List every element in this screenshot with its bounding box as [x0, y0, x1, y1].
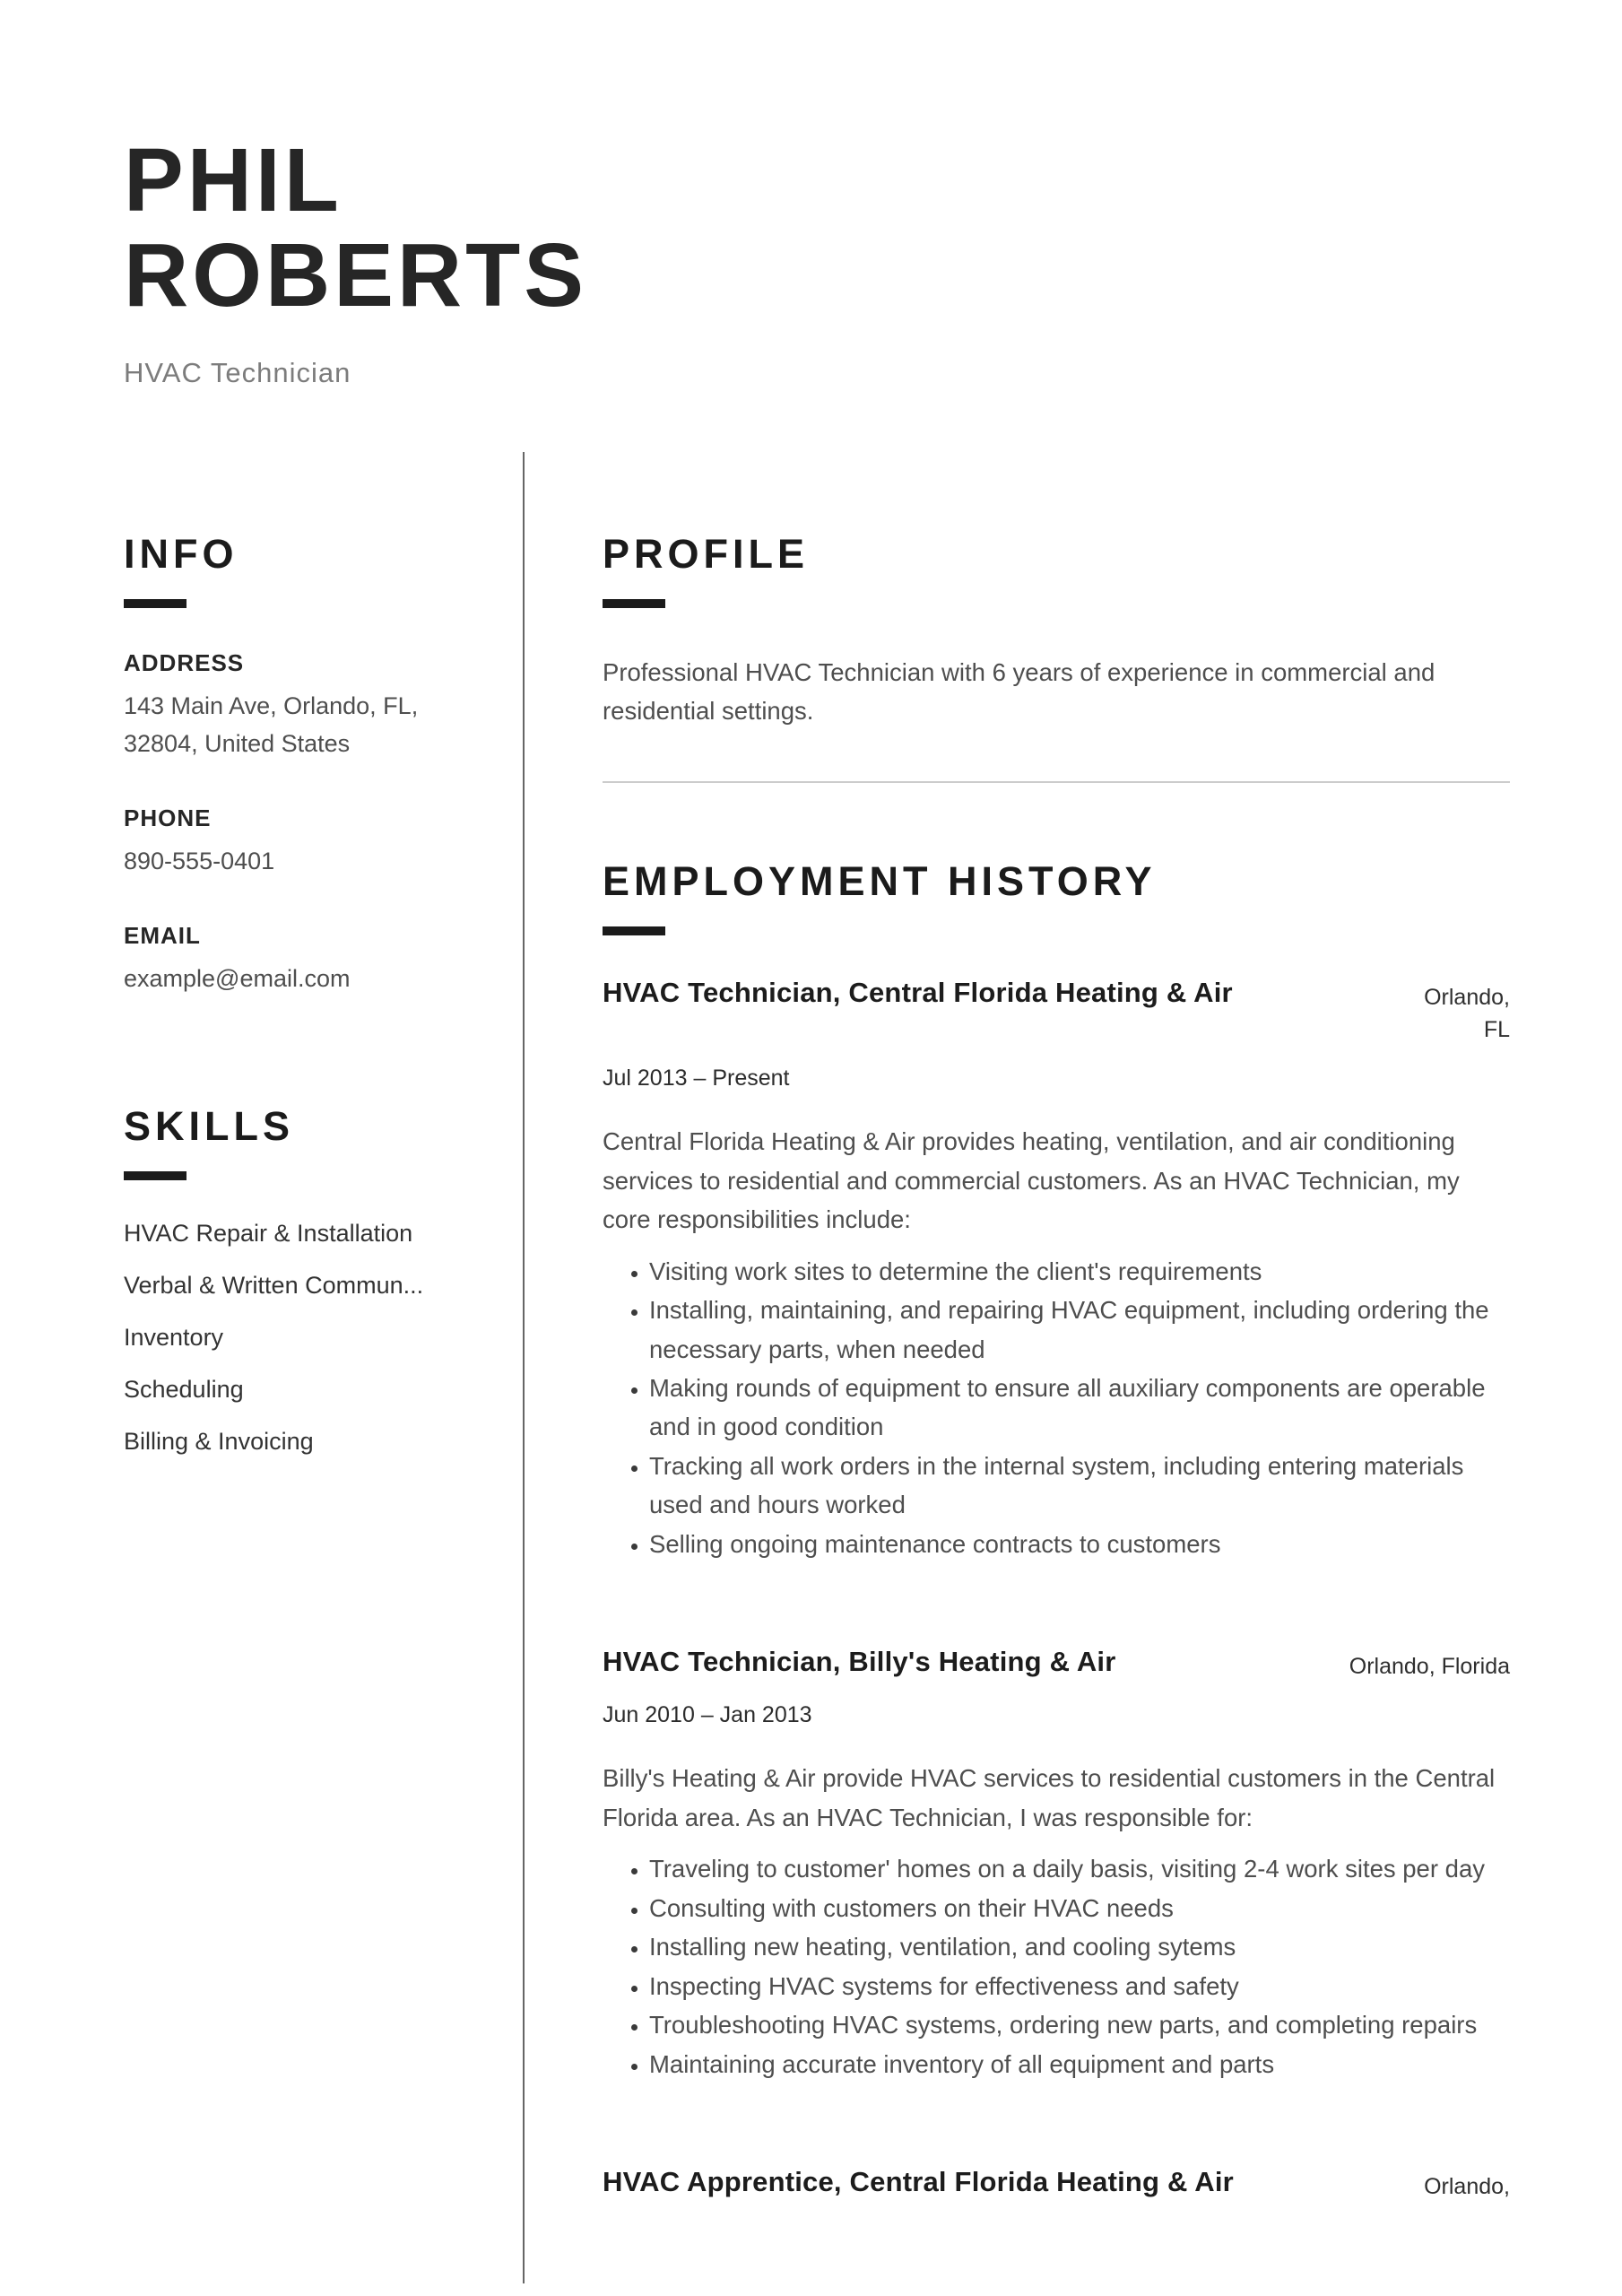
profile-section: [603, 531, 1510, 731]
job-bullet: • Traveling to customer' homes on a daily basis, visiting 2-4 work sites per day: [649, 1849, 1510, 1888]
skill-item: Scheduling: [124, 1376, 244, 1404]
job-bullet: • Making rounds of equipment to ensure all auxiliary components are operable and in good condition: [649, 1369, 1510, 1447]
sidebar: [0, 452, 525, 2283]
info-heading: INFO: [124, 531, 239, 577]
main-content: [525, 452, 1622, 2283]
resume-header: [0, 0, 1622, 389]
job-header: [603, 2166, 1510, 2203]
email-group: [124, 922, 480, 998]
section-divider: [603, 781, 1510, 783]
job-entry: [603, 977, 1510, 1563]
skill-item: Verbal & Written Commun...: [124, 1272, 424, 1300]
content-columns: [0, 452, 1622, 2283]
phone-value: 890-555-0401: [124, 847, 275, 874]
job-bullet: • Visiting work sites to determine the client's requirements: [649, 1252, 1510, 1291]
employment-heading: EMPLOYMENT HISTORY: [603, 857, 1157, 904]
skill-item: HVAC Repair & Installation: [124, 1220, 413, 1248]
job-bullet: • Troubleshooting HVAC systems, ordering new parts, and completing repairs: [649, 2005, 1510, 2044]
job-title: HVAC Technician, Billy's Heating & Air: [603, 1646, 1116, 1678]
employment-heading-rule: [603, 926, 665, 935]
job-entry: [603, 1646, 1510, 2083]
job-dates: Jul 2013 – Present: [603, 1065, 790, 1091]
job-title: HVAC Apprentice, Central Florida Heating & Air: [603, 2165, 1234, 2197]
job-dates: Jun 2010 – Jan 2013: [603, 1702, 812, 1728]
info-section: [124, 531, 480, 997]
job-bullet-list: [603, 1252, 1510, 1564]
job-entry: [603, 2166, 1510, 2203]
profile-heading-rule: [603, 599, 665, 608]
name-line-1: PHIL: [124, 130, 343, 230]
skill-item: Inventory: [124, 1324, 224, 1352]
page-title: [124, 130, 1622, 326]
job-bullet: • Installing, maintaining, and repairing HVAC equipment, including ordering the necessary parts, when needed: [649, 1291, 1510, 1369]
email-label: EMAIL: [124, 921, 201, 949]
job-bullet: • Tracking all work orders in the internal system, including entering materials used and hours worked: [649, 1447, 1510, 1525]
job-title: HVAC Technician, Central Florida Heating & Air: [603, 976, 1233, 1008]
profile-heading: PROFILE: [603, 531, 810, 577]
skill-item: Billing & Invoicing: [124, 1428, 314, 1456]
job-bullet: • Inspecting HVAC systems for effectiveness and safety: [649, 1967, 1510, 2005]
job-description: Central Florida Heating & Air provides heating, ventilation, and air conditioning services to residential and commercial customers. As an HVAC Technician, my core responsibilities include:: [603, 1127, 1460, 1234]
phone-group: [124, 804, 480, 881]
employment-section: [603, 858, 1510, 2203]
address-group: [124, 649, 480, 763]
job-bullet: • Maintaining accurate inventory of all equipment and parts: [649, 2045, 1510, 2083]
job-bullet: • Selling ongoing maintenance contracts to customers: [649, 1525, 1510, 1563]
skills-heading: SKILLS: [124, 1103, 295, 1150]
job-header: [603, 1646, 1510, 1683]
skills-list: [124, 1220, 480, 1456]
job-bullet: • Installing new heating, ventilation, and cooling sytems: [649, 1927, 1510, 1966]
profile-text: Professional HVAC Technician with 6 years of experience in commercial and residential settings.: [603, 658, 1436, 726]
skills-section: [124, 1103, 480, 1456]
phone-label: PHONE: [124, 804, 212, 831]
job-location: Orlando,: [1424, 2173, 1510, 2199]
address-label: ADDRESS: [124, 649, 245, 676]
job-bullet: • Consulting with customers on their HVAC needs: [649, 1889, 1510, 1927]
job-location: Orlando, Florida: [1349, 1654, 1510, 1680]
job-header: [603, 977, 1510, 1047]
address-value: 143 Main Ave, Orlando, FL, 32804, United States: [124, 692, 419, 757]
email-value: example@email.com: [124, 964, 351, 992]
job-bullet-list: [603, 1849, 1510, 2083]
skills-heading-rule: [124, 1171, 186, 1180]
job-title-subtitle: HVAC Technician: [124, 357, 351, 388]
info-heading-rule: [124, 599, 186, 608]
job-description: Billy's Heating & Air provide HVAC services to residential customers in the Central Florida area. As an HVAC Technician, I was responsible for:: [603, 1764, 1496, 1831]
job-location: Orlando, FL: [1424, 984, 1510, 1043]
name-line-2: ROBERTS: [124, 225, 587, 326]
